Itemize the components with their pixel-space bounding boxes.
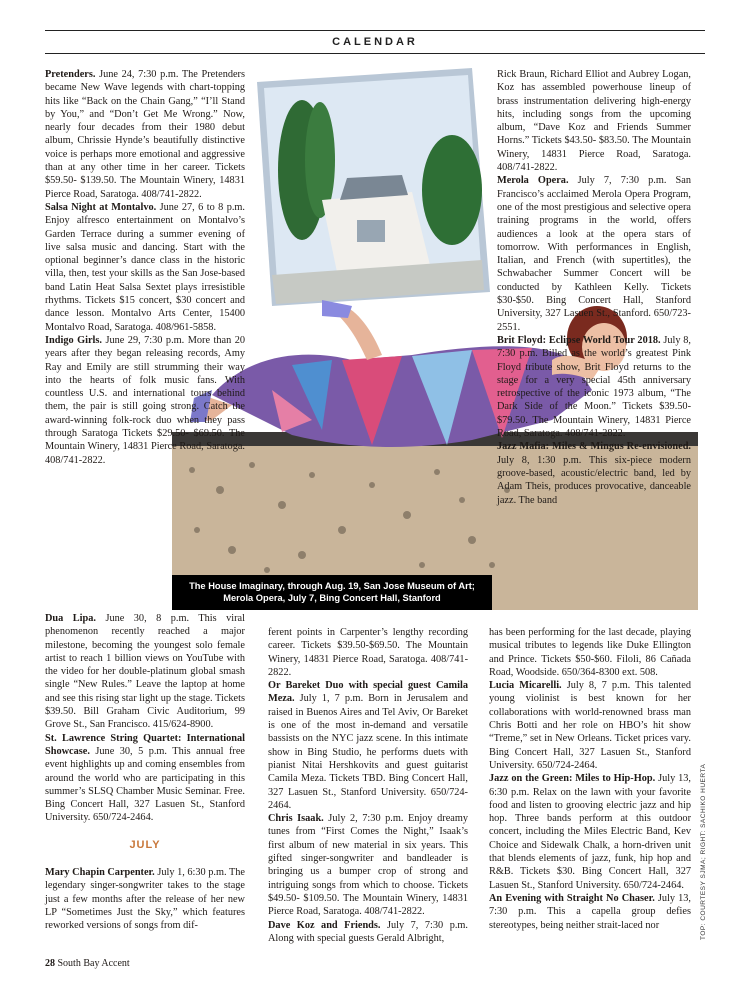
event-listing: [489, 626, 691, 679]
calendar-column-3-lower: [489, 626, 691, 932]
event-details: July 2, 7:30 p.m. Enjoy dreamy tunes from “First Comes the Night,” Isaak’s first album of new material in six years. This gifted singer-songwriter and bandleader is bringing us a bumper crop of strong and intriguing songs from which to choose. Tickets $49.50- $109.50. The Mountain Winery, 14831 Pierce Road, Saratoga. 408/741-2822.: [268, 813, 468, 918]
event-title: Dave Koz and Friends.: [268, 919, 381, 931]
event-details: Rick Braun, Richard Elliot and Aubrey Logan, Koz has assembled powerhouse lineup of brass instrumentation delivering high-energy hits, including songs from the upcoming album, “Dave Koz and Friends Summer Horns.” Tickets $43.50- $83.50. The Mountain Winery, 14831 Pierce Road, Saratoga. 408/741-2822.: [497, 69, 691, 174]
calendar-column-1: [45, 68, 245, 467]
calendar-column-1-lower: [45, 612, 245, 933]
event-details: July 8, 1:30 p.m. This six-piece modern groove-based, acoustic/electric band, led by Adam Theis, produces provocative, danceable jazz. The band: [497, 454, 691, 506]
month-heading: JULY: [129, 838, 161, 851]
event-listing: [268, 626, 468, 679]
event-listing: [497, 68, 691, 174]
event-details: June 24, 7:30 p.m. The Pretenders became New Wave legends with chart-topping hits like “Back on the Chain Gang,” “I’ll Stand by You,” and “Don’t Get Me Wrong.” Now, nearly four decades from their 1980 debut album, Chrissie Hynde’s beautifully distinctive voice is perhaps more emotional and aggressive than at any other time in her career. Tickets $59.50- $139.50. The Mountain Winery, 14831 Pierce Road, Saratoga. 408/741-2822.: [45, 69, 245, 200]
event-listing: [497, 440, 691, 506]
event-listing: [268, 679, 468, 812]
event-listing: [45, 866, 245, 932]
event-listing: [45, 68, 245, 201]
event-title: Lucia Micarelli.: [489, 680, 562, 692]
event-details: June 27, 6 to 8 p.m. Enjoy alfresco entertainment on Montalvo’s Garden Terrace during a summer evening of live salsa music and dancing. Start with the optional beginner’s dance class in the historic villa, then, test your skills as the San Jose-based band Latin Heat Salsa Sextet plays irresistible rhythms. Tickets $15 concert, $30 concert and dance lesson. Montalvo Arts Center, 15400 Montalvo Road, Saratoga. 408/961-5858.: [45, 201, 245, 333]
event-details: July 7, 7:30 p.m. San Francisco’s acclaimed Merola Opera Program, one of the most prestigious and selective opera training programs in the world, offers audiences a look at the opera stars of tomorrow. With performances in English, Italian, and French (with supertitles), the Schwabacher Summer Concert will be conducted by Kathleen Kelly. Tickets $30-$50. Bing Concert Hall, Stanford University, 327 Lasuen St., Stanford. 650/723-2551.: [497, 175, 691, 333]
event-title: Or Bareket Duo with special guest Camila Meza.: [268, 680, 468, 705]
header-rule-top: [45, 30, 705, 31]
event-title: Pretenders.: [45, 69, 96, 80]
event-details: June 30, 8 p.m. This viral phenomenon recently reached a major milestone, becoming the youngest solo female artist to reach 1 billion views on YouTube with the video for her double-platinum global smash single “New Rules.” Leave the laptop at home and see this rising star light up the stage. Tickets $39.50. Bill Graham Civic Auditorium, 99 Grove St., San Francisco. 415/624-8900.: [45, 613, 245, 731]
photo-caption: [172, 575, 492, 610]
event-details: July 8, 7:30 p.m. Billed as the world’s greatest Pink Floyd tribute show, Brit Floyd returns to the stage for a very special 45th anniversary retrospective of the iconic 1973 album, “The Dark Side of the Moon.” Tickets $39.50- $79.50. The Mountain Winery, 14831 Pierce Road, Saratoga. 408/741-2822.: [497, 334, 691, 440]
event-title: Jazz Mafia: Miles & Mingus Re-envisioned.: [497, 441, 691, 453]
event-listing: [489, 772, 691, 892]
event-title: Mary Chapin Carpenter.: [45, 867, 155, 879]
event-listing: [497, 334, 691, 440]
event-details: July 1, 6:30 p.m. The legendary singer-songwriter takes to the stage just a few months after the release of her new LP “Sometimes Just the Sky,” which features reworked versions of songs from dif-: [45, 867, 245, 932]
house-painting: [257, 68, 490, 306]
event-title: St. Lawrence String Quartet: International Showcase.: [45, 732, 245, 757]
event-title: Brit Floyd: Eclipse World Tour 2018.: [497, 334, 661, 346]
event-details: June 30, 5 p.m. This annual free event highlights up and coming ensembles from around the world who are participating in this summer’s SLSQ Chamber Music Seminar. Free. Bing Concert Hall, 327 Lasuen St., Stanford University. 650/724-2464.: [45, 745, 245, 824]
event-title: Indigo Girls.: [45, 334, 102, 346]
event-title: Salsa Night at Montalvo.: [45, 201, 157, 213]
event-title: Chris Isaak.: [268, 813, 324, 825]
page-footer: [45, 958, 130, 969]
caption-line-1: The House Imaginary, through Aug. 19, San Jose Museum of Art;: [189, 581, 475, 591]
event-title: Merola Opera.: [497, 175, 569, 187]
event-details: July 1, 7 p.m. Born in Jerusalem and raised in Buenos Aires and Tel Aviv, Or Bareket is one of the most in-demand and versatile bassists on the NYC jazz scene. In this intimate show in Bing Studio, he performs duets with pianist Nitai Hershkovits and guest guitarist Camila Meza. Tickets TBD. Bing Concert Hall, 327 Lasuen St., Stanford University. 650/724-2464.: [268, 693, 468, 811]
event-details: July 13, 6:30 p.m. Relax on the lawn with your favorite food and listen to grooving electric jazz and hip hop. Three bands perform at this outdoor concert, including the Miles Electric Band, Kev Choice and Sidewalk Chalk, a horn-driven unit that blends elements of jazz, funk, hip hop and R&B. Tickets $30. Bing Concert Hall, 327 Lasuen St., Stanford University. 650/724-2464.: [489, 773, 691, 891]
page-number: 28: [45, 958, 55, 969]
event-details: July 13, 7:30 p.m. This a capella group defies stereotypes, being neither strait-laced nor: [489, 892, 691, 931]
event-title: Dua Lipa.: [45, 613, 96, 624]
event-details: June 29, 7:30 p.m. More than 20 years after they began releasing records, Amy Ray and Emily are still strumming their way into the hearts of folk music fans. With countless U.S. and international tours behind them, the pair is still going strong. Catch the award-winning folk-rock duo when they pass through Saratoga Tickets $29.50- $69.50. The Mountain Winery, 14831 Pierce Road, Saratoga. 408/741-2822.: [45, 334, 245, 466]
event-details: July 7, 7:30 p.m. Along with special guests Gerald Albright,: [268, 919, 469, 944]
event-title: An Evening with Straight No Chaser.: [489, 892, 655, 904]
caption-line-2: Merola Opera, July 7, Bing Concert Hall, Stanford: [223, 592, 441, 603]
event-listing: [45, 334, 245, 467]
event-details: ferent points in Carpenter’s lengthy recording career. Tickets $39.50-$69.50. The Mountain Winery, 14831 Pierce Road, Saratoga. 408/741-2822.: [268, 627, 468, 678]
event-listing: [45, 612, 245, 732]
event-listing: [268, 919, 468, 946]
publication-name: South Bay Accent: [57, 958, 130, 969]
event-listing: [489, 892, 691, 932]
section-header: CALENDAR: [332, 36, 418, 48]
event-listing: [268, 812, 468, 918]
calendar-column-3: [497, 68, 691, 507]
event-details: July 8, 7 p.m. This talented young violinist is best known for her collaborations with world-renowned brass man Chris Botti and her role on HBO’s hit show “Treme,” set in New Orleans. Ticket prices vary. Bing Concert Hall, 327 Lasuen St., Stanford University. 650/724-2464.: [489, 680, 691, 771]
event-listing: [45, 732, 245, 825]
event-listing: [497, 174, 691, 334]
event-listing: [45, 201, 245, 334]
calendar-column-2: [268, 626, 468, 945]
photo-credit: TOP: COURTESY SJMA; RIGHT: SACHIKO HUERTA: [700, 763, 707, 940]
header-rule-bottom: [45, 53, 705, 54]
event-listing: [489, 679, 691, 772]
event-title: Jazz on the Green: Miles to Hip-Hop.: [489, 773, 656, 785]
event-details: has been performing for the last decade, playing musical tributes to legends like Duke Ellington and Prince. Tickets $50-$60. Filoli, 86 Cañada Road, Woodside. 650/364-8300 ext. 508.: [489, 627, 691, 678]
